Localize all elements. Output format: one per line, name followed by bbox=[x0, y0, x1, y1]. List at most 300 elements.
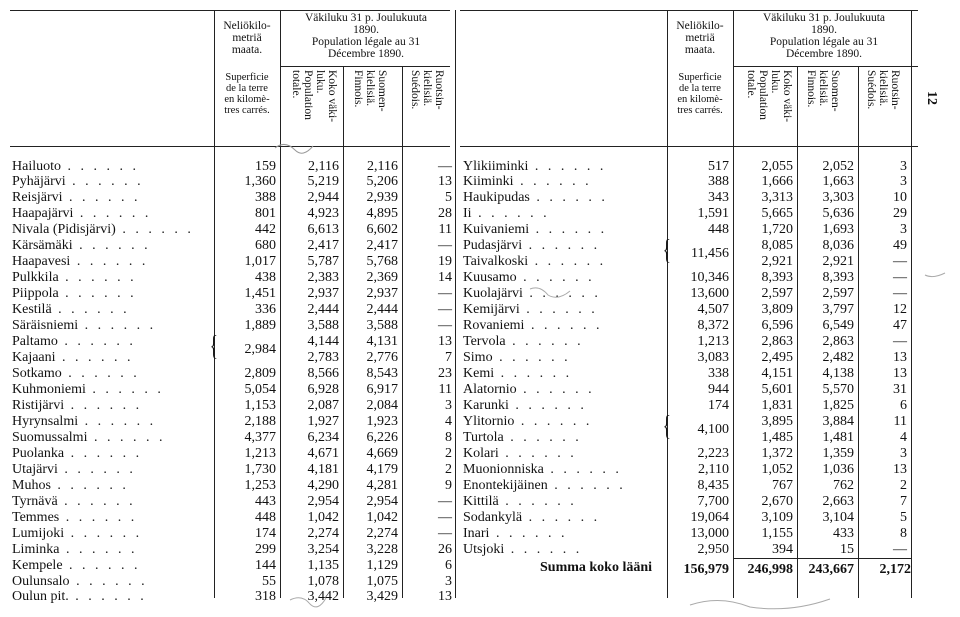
header-swedish: Ruotsin- kielisiä. Suédois. bbox=[409, 70, 445, 110]
finnish-cell: 1,036 bbox=[822, 462, 854, 477]
total-cell: 3,313 bbox=[761, 190, 793, 205]
total-cell: 2,417 bbox=[307, 238, 339, 253]
parish-name: Hailuoto . . . . . . bbox=[12, 159, 139, 174]
total-cell: 8,393 bbox=[761, 270, 793, 285]
leader-dots: . . . . . . bbox=[528, 254, 607, 269]
parish-name: Kuusamo . . . . . . bbox=[463, 270, 595, 285]
area-cell: 4,377 bbox=[244, 430, 276, 445]
total-cell: 2,087 bbox=[307, 398, 339, 413]
finnish-cell: 5,206 bbox=[366, 174, 398, 189]
parish-name: Kuolajärvi . . . . . . bbox=[463, 286, 601, 301]
leader-dots: . . . . . . bbox=[504, 542, 583, 557]
total-cell: 5,787 bbox=[307, 254, 339, 269]
swedish-cell: 13 bbox=[438, 334, 452, 349]
area-cell: 10,346 bbox=[690, 270, 729, 285]
leader-dots: . . . . . . bbox=[508, 398, 587, 413]
leader-dots: . . . . . . bbox=[492, 350, 571, 365]
area-cell: 388 bbox=[708, 174, 729, 189]
leader-dots: . . . . . . bbox=[498, 494, 577, 509]
area-cell: 1,153 bbox=[244, 398, 276, 413]
pencil-mark bbox=[290, 598, 326, 607]
swedish-cell: 3 bbox=[900, 222, 907, 237]
swedish-cell: 3 bbox=[900, 159, 907, 174]
area-cell: 338 bbox=[708, 366, 729, 381]
leader-dots: . . . . . . bbox=[61, 366, 140, 381]
swedish-cell: 11 bbox=[438, 222, 452, 237]
total-cell: 1,666 bbox=[761, 174, 793, 189]
total-cell: 2,921 bbox=[761, 254, 793, 269]
parish-name: Karunki . . . . . . bbox=[463, 398, 587, 413]
parish-name: Turtola . . . . . . bbox=[463, 430, 582, 445]
parish-name: Kemijärvi . . . . . . bbox=[463, 302, 598, 317]
leader-dots: . . . . . . bbox=[498, 446, 577, 461]
total-cell: 5,601 bbox=[761, 382, 793, 397]
swedish-cell: 3 bbox=[445, 574, 452, 589]
finnish-cell: 1,129 bbox=[366, 558, 398, 573]
total-cell: 2,954 bbox=[307, 494, 339, 509]
finnish-cell: 2,482 bbox=[822, 350, 854, 365]
swedish-cell: 23 bbox=[438, 366, 452, 381]
total-cell: 4,151 bbox=[761, 366, 793, 381]
leader-dots: . . . . . . bbox=[65, 174, 144, 189]
swedish-cell: 2 bbox=[900, 478, 907, 493]
swedish-cell: 7 bbox=[445, 350, 452, 365]
parish-name: Muhos . . . . . . bbox=[12, 478, 129, 493]
swedish-cell: 2 bbox=[445, 462, 452, 477]
total-cell: 2,863 bbox=[761, 334, 793, 349]
leader-dots: . . . . . . bbox=[68, 589, 147, 604]
area-cell: 13,600 bbox=[690, 286, 729, 301]
finnish-cell: 2,939 bbox=[366, 190, 398, 205]
header-finnish: Suomen- kielisiä. Finnois. bbox=[352, 70, 388, 112]
area-cell: 13,000 bbox=[690, 526, 729, 541]
swedish-cell: 13 bbox=[438, 174, 452, 189]
leader-dots: . . . . . . bbox=[494, 366, 573, 381]
leader-dots: . . . . . . bbox=[64, 398, 143, 413]
parish-name: Temmes . . . . . . bbox=[12, 510, 138, 525]
area-cell: 1,360 bbox=[244, 174, 276, 189]
total-cell: 2,937 bbox=[307, 286, 339, 301]
area-cell: 1,451 bbox=[244, 286, 276, 301]
leader-dots: . . . . . . bbox=[489, 526, 568, 541]
leader-dots: . . . . . . bbox=[59, 542, 138, 557]
leader-dots: . . . . . . bbox=[59, 510, 138, 525]
finnish-cell: 4,895 bbox=[366, 206, 398, 221]
area-cell: 8,435 bbox=[697, 478, 729, 493]
parish-name: Enontekijäinen . . . . . . bbox=[463, 478, 626, 493]
leader-dots: . . . . . . bbox=[524, 318, 603, 333]
total-cell: 2,383 bbox=[307, 270, 339, 285]
parish-name: Reisjärvi . . . . . . bbox=[12, 190, 141, 205]
finnish-cell: 3,588 bbox=[366, 318, 398, 333]
parish-name: Kuhmoniemi . . . . . . bbox=[12, 382, 164, 397]
leader-dots: . . . . . . bbox=[50, 478, 129, 493]
area-cell: 336 bbox=[255, 302, 276, 317]
area-cell: 299 bbox=[255, 542, 276, 557]
area-cell: 55 bbox=[262, 574, 276, 589]
leader-dots: . . . . . . bbox=[115, 222, 194, 237]
leader-dots: . . . . . . bbox=[516, 382, 595, 397]
finnish-cell: 2,084 bbox=[366, 398, 398, 413]
leader-dots: . . . . . . bbox=[57, 462, 136, 477]
header-total: Koko väki- luku. Population totale. bbox=[290, 70, 338, 123]
leader-dots: . . . . . . bbox=[57, 334, 136, 349]
leader-dots: . . . . . . bbox=[73, 206, 152, 221]
finnish-cell: 2,663 bbox=[822, 494, 854, 509]
finnish-cell: 8,543 bbox=[366, 366, 398, 381]
leader-dots: . . . . . . bbox=[505, 334, 584, 349]
area-cell: 944 bbox=[708, 382, 729, 397]
area-cell: 438 bbox=[255, 270, 276, 285]
parish-name: Suomussalmi . . . . . . bbox=[12, 430, 166, 445]
parish-name: Tervola . . . . . . bbox=[463, 334, 584, 349]
swedish-cell: — bbox=[438, 159, 452, 174]
area-cell: 388 bbox=[255, 190, 276, 205]
leader-dots: . . . . . . bbox=[522, 286, 601, 301]
swedish-cell: 29 bbox=[893, 206, 907, 221]
swedish-cell: 11 bbox=[893, 414, 907, 429]
finnish-cell: 1,359 bbox=[822, 446, 854, 461]
parish-name: Liminka . . . . . . bbox=[12, 542, 138, 557]
finnish-cell: 4,179 bbox=[366, 462, 398, 477]
leader-dots: . . . . . . bbox=[61, 159, 139, 174]
parish-name: Kestilä . . . . . . bbox=[12, 302, 130, 317]
summary-label: Summa koko lääni bbox=[540, 560, 653, 575]
swedish-cell: — bbox=[438, 494, 452, 509]
parish-name: Utsjoki . . . . . . bbox=[463, 542, 583, 557]
parish-name: Taivalkoski . . . . . . bbox=[463, 254, 607, 269]
leader-dots: . . . . . . bbox=[547, 478, 626, 493]
area-cell: 448 bbox=[708, 222, 729, 237]
parish-name: Pudasjärvi . . . . . . bbox=[463, 238, 601, 253]
finnish-cell: 762 bbox=[833, 478, 854, 493]
finnish-cell: 1,481 bbox=[822, 430, 854, 445]
finnish-cell: 8,036 bbox=[822, 238, 854, 253]
area-cell: 343 bbox=[708, 190, 729, 205]
leader-dots: . . . . . . bbox=[62, 558, 141, 573]
swedish-cell: 8 bbox=[445, 430, 452, 445]
parish-name: Simo . . . . . . bbox=[463, 350, 571, 365]
area-cell: 1,253 bbox=[244, 478, 276, 493]
leader-dots: . . . . . . bbox=[87, 430, 166, 445]
leader-dots: . . . . . . bbox=[70, 254, 149, 269]
header-finnish: Suomen- kielisiä. Finnois. bbox=[805, 70, 841, 112]
swedish-cell: — bbox=[438, 238, 452, 253]
parish-name: Haapajärvi . . . . . . bbox=[12, 206, 152, 221]
swedish-cell: — bbox=[438, 510, 452, 525]
page-number: 12 bbox=[924, 91, 939, 105]
header-total: Koko väki- luku. Population totale. bbox=[745, 70, 793, 123]
area-cell: 8,372 bbox=[697, 318, 729, 333]
swedish-cell: 7 bbox=[900, 494, 907, 509]
area-cell: 2,110 bbox=[698, 462, 729, 477]
finnish-cell: 1,663 bbox=[822, 174, 854, 189]
swedish-cell: — bbox=[893, 542, 907, 557]
parish-name: Utajärvi . . . . . . bbox=[12, 462, 136, 477]
total-cell: 5,665 bbox=[761, 206, 793, 221]
finnish-cell: 4,669 bbox=[366, 446, 398, 461]
brace-glyph: { bbox=[662, 411, 671, 442]
swedish-cell: 49 bbox=[893, 238, 907, 253]
total-cell: 6,596 bbox=[761, 318, 793, 333]
total-cell: 1,372 bbox=[761, 446, 793, 461]
swedish-cell: 13 bbox=[893, 366, 907, 381]
parish-name: Kajaani . . . . . . bbox=[12, 350, 134, 365]
swedish-cell: 6 bbox=[445, 558, 452, 573]
swedish-cell: 13 bbox=[438, 589, 452, 604]
parish-name: Lumijoki . . . . . . bbox=[12, 526, 143, 541]
swedish-cell: 26 bbox=[438, 542, 452, 557]
area-cell: 1,017 bbox=[244, 254, 276, 269]
finnish-cell: 3,104 bbox=[822, 510, 854, 525]
leader-dots: . . . . . . bbox=[543, 462, 622, 477]
leader-dots: . . . . . . bbox=[471, 206, 550, 221]
total-cell: 4,290 bbox=[307, 478, 339, 493]
leader-dots: . . . . . . bbox=[503, 430, 582, 445]
total-cell: 1,078 bbox=[307, 574, 339, 589]
area-cell: 443 bbox=[255, 494, 276, 509]
parish-name: Sotkamo . . . . . . bbox=[12, 366, 140, 381]
parish-name: Kempele . . . . . . bbox=[12, 558, 141, 573]
total-cell: 2,116 bbox=[308, 159, 339, 174]
swedish-cell: 9 bbox=[445, 478, 452, 493]
pencil-mark bbox=[925, 273, 945, 277]
total-cell: 3,588 bbox=[307, 318, 339, 333]
leader-dots: . . . . . . bbox=[58, 270, 137, 285]
finnish-cell: 15 bbox=[840, 542, 854, 557]
leader-dots: . . . . . . bbox=[522, 238, 601, 253]
area-cell: 517 bbox=[708, 159, 729, 174]
area-cell: 19,064 bbox=[690, 510, 729, 525]
finnish-cell: 5,768 bbox=[366, 254, 398, 269]
leader-dots: . . . . . . bbox=[78, 318, 157, 333]
total-cell: 4,923 bbox=[307, 206, 339, 221]
finnish-cell: 1,923 bbox=[366, 414, 398, 429]
area-cell: 2,809 bbox=[244, 366, 276, 381]
swedish-cell: — bbox=[438, 526, 452, 541]
leader-dots: . . . . . . bbox=[55, 350, 134, 365]
swedish-cell: 8 bbox=[900, 526, 907, 541]
total-cell: 2,495 bbox=[761, 350, 793, 365]
swedish-cell: 11 bbox=[438, 382, 452, 397]
area-cell: 159 bbox=[255, 159, 276, 174]
summary-total: 246,998 bbox=[747, 562, 793, 577]
swedish-cell: — bbox=[893, 334, 907, 349]
summary-area: 156,979 bbox=[683, 562, 729, 577]
parish-name: Muonionniska . . . . . . bbox=[463, 462, 622, 477]
finnish-cell: 2,921 bbox=[822, 254, 854, 269]
total-cell: 1,720 bbox=[761, 222, 793, 237]
leader-dots: . . . . . . bbox=[69, 574, 148, 589]
finnish-cell: 5,636 bbox=[822, 206, 854, 221]
parish-name: Ii . . . . . . bbox=[463, 206, 550, 221]
pencil-mark bbox=[530, 288, 570, 297]
swedish-cell: 12 bbox=[893, 302, 907, 317]
finnish-cell: 3,228 bbox=[366, 542, 398, 557]
swedish-cell: 5 bbox=[900, 510, 907, 525]
leader-dots: . . . . . . bbox=[514, 414, 593, 429]
finnish-cell: 2,116 bbox=[367, 159, 398, 174]
area-cell: 318 bbox=[255, 589, 276, 604]
swedish-cell: 3 bbox=[900, 446, 907, 461]
brace-glyph: { bbox=[209, 331, 218, 362]
total-cell: 1,042 bbox=[307, 510, 339, 525]
area-cell: 3,083 bbox=[697, 350, 729, 365]
swedish-cell: 5 bbox=[445, 190, 452, 205]
swedish-cell: 4 bbox=[900, 430, 907, 445]
finnish-cell: 3,429 bbox=[366, 589, 398, 604]
finnish-cell: 5,570 bbox=[822, 382, 854, 397]
finnish-cell: 2,863 bbox=[822, 334, 854, 349]
parish-name: Tyrnävä . . . . . . bbox=[12, 494, 136, 509]
total-cell: 2,783 bbox=[307, 350, 339, 365]
merged-area-cell: 2,984 bbox=[244, 342, 276, 357]
parish-name: Hyrynsalmi . . . . . . bbox=[12, 414, 157, 429]
total-cell: 1,927 bbox=[307, 414, 339, 429]
total-cell: 2,055 bbox=[761, 159, 793, 174]
total-cell: 2,670 bbox=[761, 494, 793, 509]
parish-name: Ylikiiminki . . . . . . bbox=[463, 159, 607, 174]
total-cell: 6,928 bbox=[307, 382, 339, 397]
parish-name: Kiiminki . . . . . . bbox=[463, 174, 592, 189]
total-cell: 3,895 bbox=[761, 414, 793, 429]
total-cell: 2,274 bbox=[307, 526, 339, 541]
header-area: Neliökilo- metriä maata. bbox=[676, 20, 724, 56]
total-cell: 2,444 bbox=[307, 302, 339, 317]
swedish-cell: 10 bbox=[893, 190, 907, 205]
leader-dots: . . . . . . bbox=[513, 174, 592, 189]
area-cell: 4,507 bbox=[697, 302, 729, 317]
header-area: Neliökilo- metriä maata. bbox=[223, 20, 271, 56]
area-cell: 680 bbox=[255, 238, 276, 253]
leader-dots: . . . . . . bbox=[64, 446, 143, 461]
leader-dots: . . . . . . bbox=[522, 510, 601, 525]
area-cell: 801 bbox=[255, 206, 276, 221]
parish-name: Inari . . . . . . bbox=[463, 526, 568, 541]
parish-name: Kolari . . . . . . bbox=[463, 446, 577, 461]
total-cell: 4,144 bbox=[307, 334, 339, 349]
header-area-fr: Superficie de la terre en kilomè- tres carrés. bbox=[224, 72, 270, 116]
area-cell: 1,213 bbox=[697, 334, 729, 349]
total-cell: 6,613 bbox=[307, 222, 339, 237]
parish-name: Ristijärvi . . . . . . bbox=[12, 398, 143, 413]
area-cell: 448 bbox=[255, 510, 276, 525]
leader-dots: . . . . . . bbox=[64, 526, 143, 541]
header-population: Väkiluku 31 p. Joulukuuta 1890. Population légale au 31 Décembre 1890. bbox=[762, 12, 886, 60]
parish-name: Oulunsalo . . . . . . bbox=[12, 574, 148, 589]
finnish-cell: 2,274 bbox=[366, 526, 398, 541]
summary-swedish: 2,172 bbox=[879, 562, 911, 577]
area-cell: 442 bbox=[255, 222, 276, 237]
swedish-cell: — bbox=[893, 270, 907, 285]
area-cell: 1,730 bbox=[244, 462, 276, 477]
area-cell: 2,188 bbox=[244, 414, 276, 429]
swedish-cell: — bbox=[438, 318, 452, 333]
total-cell: 8,085 bbox=[761, 238, 793, 253]
swedish-cell: 4 bbox=[445, 414, 452, 429]
total-cell: 2,944 bbox=[307, 190, 339, 205]
swedish-cell: 2 bbox=[445, 446, 452, 461]
finnish-cell: 6,917 bbox=[366, 382, 398, 397]
finnish-cell: 1,693 bbox=[822, 222, 854, 237]
total-cell: 1,052 bbox=[761, 462, 793, 477]
finnish-cell: 3,303 bbox=[822, 190, 854, 205]
header-population: Väkiluku 31 p. Joulukuuta 1890. Population légale au 31 Décembre 1890. bbox=[304, 12, 428, 60]
finnish-cell: 6,602 bbox=[366, 222, 398, 237]
leader-dots: . . . . . . bbox=[529, 190, 608, 205]
total-cell: 6,234 bbox=[307, 430, 339, 445]
pencil-mark bbox=[690, 599, 830, 609]
leader-dots: . . . . . . bbox=[85, 382, 164, 397]
finnish-cell: 433 bbox=[833, 526, 854, 541]
swedish-cell: 6 bbox=[900, 398, 907, 413]
leader-dots: . . . . . . bbox=[78, 414, 157, 429]
parish-name: Puolanka . . . . . . bbox=[12, 446, 143, 461]
total-cell: 1,135 bbox=[307, 558, 339, 573]
leader-dots: . . . . . . bbox=[62, 190, 141, 205]
parish-name: Sodankylä . . . . . . bbox=[463, 510, 601, 525]
finnish-cell: 3,884 bbox=[822, 414, 854, 429]
area-cell: 174 bbox=[708, 398, 729, 413]
area-cell: 5,054 bbox=[244, 382, 276, 397]
area-cell: 1,591 bbox=[697, 206, 729, 221]
parish-name: Pyhäjärvi . . . . . . bbox=[12, 174, 144, 189]
total-cell: 1,155 bbox=[761, 526, 793, 541]
area-cell: 2,223 bbox=[697, 446, 729, 461]
swedish-cell: 3 bbox=[445, 398, 452, 413]
swedish-cell: 13 bbox=[893, 462, 907, 477]
merged-area-cell: 4,100 bbox=[697, 422, 729, 437]
swedish-cell: — bbox=[893, 286, 907, 301]
finnish-cell: 1,042 bbox=[366, 510, 398, 525]
total-cell: 3,809 bbox=[761, 302, 793, 317]
swedish-cell: — bbox=[893, 254, 907, 269]
parish-name: Kuivaniemi . . . . . . bbox=[463, 222, 608, 237]
finnish-cell: 6,226 bbox=[366, 430, 398, 445]
leader-dots: . . . . . . bbox=[516, 270, 595, 285]
summary-finnish: 243,667 bbox=[808, 562, 854, 577]
swedish-cell: 14 bbox=[438, 270, 452, 285]
finnish-cell: 4,131 bbox=[366, 334, 398, 349]
parish-name: Kittilä . . . . . . bbox=[463, 494, 577, 509]
parish-name: Oulun pit. . . . . . . bbox=[12, 589, 147, 604]
finnish-cell: 2,954 bbox=[366, 494, 398, 509]
parish-name: Kemi . . . . . . bbox=[463, 366, 573, 381]
swedish-cell: 31 bbox=[893, 382, 907, 397]
area-cell: 7,700 bbox=[697, 494, 729, 509]
area-cell: 2,950 bbox=[697, 542, 729, 557]
total-cell: 767 bbox=[772, 478, 793, 493]
total-cell: 394 bbox=[772, 542, 793, 557]
parish-name: Piippola . . . . . . bbox=[12, 286, 137, 301]
total-cell: 8,566 bbox=[307, 366, 339, 381]
total-cell: 4,671 bbox=[307, 446, 339, 461]
header-swedish: Ruotsin- kielisiä. Suédois. bbox=[865, 70, 901, 110]
finnish-cell: 2,417 bbox=[366, 238, 398, 253]
swedish-cell: 3 bbox=[900, 174, 907, 189]
parish-name: Rovaniemi . . . . . . bbox=[463, 318, 603, 333]
leader-dots: . . . . . . bbox=[58, 286, 137, 301]
parish-name: Nivala (Pidisjärvi) . . . . . . bbox=[12, 222, 194, 237]
parish-name: Haukipudas . . . . . . bbox=[463, 190, 608, 205]
header-area-fr: Superficie de la terre en kilomè- tres carrés. bbox=[677, 72, 723, 116]
finnish-cell: 1,825 bbox=[822, 398, 854, 413]
leader-dots: . . . . . . bbox=[519, 302, 598, 317]
finnish-cell: 2,052 bbox=[822, 159, 854, 174]
parish-name: Kärsämäki . . . . . . bbox=[12, 238, 151, 253]
swedish-cell: 28 bbox=[438, 206, 452, 221]
swedish-cell: 19 bbox=[438, 254, 452, 269]
